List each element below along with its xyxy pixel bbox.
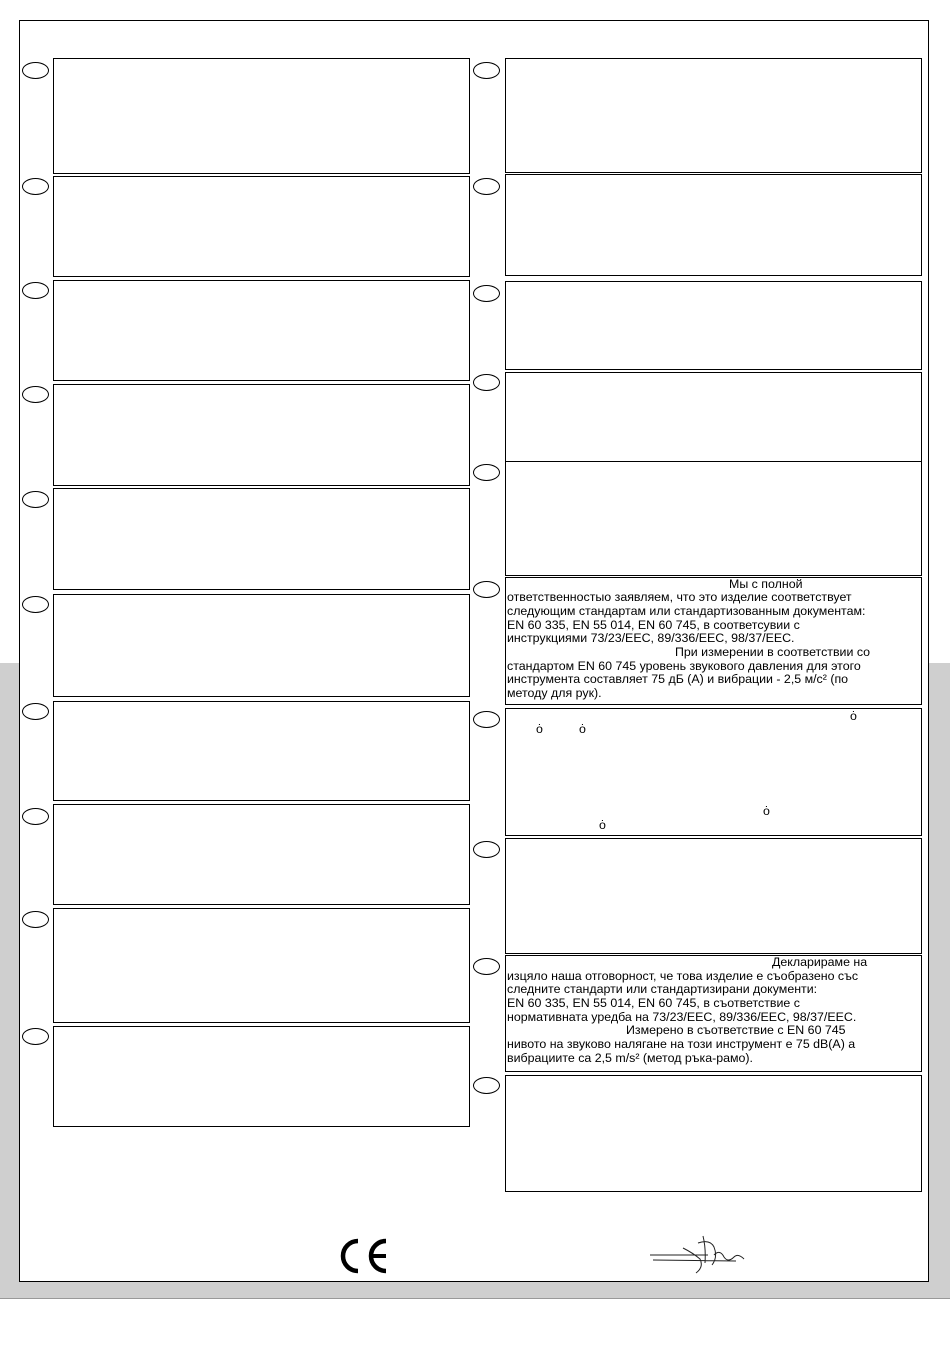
language-box-right-10 (505, 1075, 922, 1192)
language-marker-left-4 (22, 386, 49, 403)
bg-line-1: Декларираме на (772, 955, 868, 969)
language-marker-left-10 (22, 1028, 49, 1045)
language-marker-left-9 (22, 911, 49, 928)
ru-line-7: стандартом EN 60 745 уровень звукового давления для этого (507, 659, 861, 673)
bg-line-8: вибрациите са 2,5 m/s² (метод ръка-рамо). (507, 1051, 753, 1065)
language-box-right-8 (505, 838, 922, 954)
ru-line-2: ответственностыо заявляем, что это изделие соответствует (507, 590, 852, 604)
language-marker-left-3 (22, 282, 49, 299)
language-box-left-4 (53, 384, 470, 486)
language-box-right-4 (505, 372, 922, 462)
language-box-left-9 (53, 908, 470, 1023)
language-marker-right-10 (473, 1077, 500, 1094)
language-box-left-6 (53, 594, 470, 697)
language-box-left-1 (53, 58, 470, 174)
ru-line-3: следующим стандартам или стандартизованным документам: (507, 604, 866, 618)
language-box-right-3 (505, 281, 922, 370)
ce-mark-icon (337, 1236, 389, 1276)
language-marker-left-5 (22, 491, 49, 508)
language-box-left-10 (53, 1026, 470, 1127)
greek-glyph-2: ȯ (536, 722, 543, 736)
signature-icon (648, 1233, 748, 1277)
ru-line-9: методу для рук). (507, 686, 602, 700)
language-marker-left-1 (22, 62, 49, 79)
greek-glyph-1: ȯ (850, 709, 857, 723)
bg-line-2: изцяло наша отговорност, че това изделие е съобразено със (507, 969, 859, 983)
language-marker-left-8 (22, 808, 49, 825)
bg-line-3: следните стандарти или стандартизирани документи: (507, 982, 818, 996)
language-marker-right-3 (473, 285, 500, 302)
language-marker-right-5 (473, 464, 500, 481)
ru-line-8: инструмента составляет 75 дБ (A) и вибрации - 2,5 м/с² (по (507, 672, 849, 686)
bg-line-5: нормативната уредба на 73/23/EEC, 89/336/EEC, 98/37/EEC. (507, 1010, 857, 1024)
bottom-rule (0, 1298, 950, 1299)
language-marker-right-4 (473, 374, 500, 391)
language-box-right-5 (505, 461, 922, 576)
language-marker-right-8 (473, 841, 500, 858)
language-box-left-2 (53, 176, 470, 277)
greek-glyph-5: ȯ (599, 818, 606, 832)
language-marker-right-2 (473, 178, 500, 195)
language-box-left-7 (53, 701, 470, 801)
ru-line-4: EN 60 335, EN 55 014, EN 60 745, в соответсувии с (507, 618, 800, 632)
greek-glyph-4: ȯ (763, 804, 770, 818)
language-marker-russian (473, 581, 500, 598)
language-marker-left-7 (22, 703, 49, 720)
language-box-left-5 (53, 488, 470, 590)
language-marker-left-6 (22, 596, 49, 613)
bg-line-7: нивото на звуково налягане на този инструмент е 75 dB(A) а (507, 1037, 856, 1051)
ru-line-6: При измерении в соответствии со (675, 645, 871, 659)
bg-line-6: Измерено в съответствие с EN 60 745 (626, 1023, 846, 1037)
language-marker-right-1 (473, 62, 500, 79)
ru-line-5: инструкциями 73/23/EEC, 89/336/EEC, 98/37/EEC. (507, 631, 795, 645)
language-box-right-1 (505, 58, 922, 173)
language-box-left-8 (53, 804, 470, 905)
ru-line-1: Мы с полной (729, 577, 803, 591)
greek-declaration-box (505, 708, 922, 836)
language-marker-bulgarian (473, 958, 500, 975)
bg-line-4: EN 60 335, EN 55 014, EN 60 745, в съответствие с (507, 996, 800, 1010)
language-box-right-2 (505, 174, 922, 276)
language-marker-left-2 (22, 178, 49, 195)
language-box-left-3 (53, 280, 470, 381)
greek-glyph-3: ȯ (579, 722, 586, 736)
language-marker-greek (473, 711, 500, 728)
